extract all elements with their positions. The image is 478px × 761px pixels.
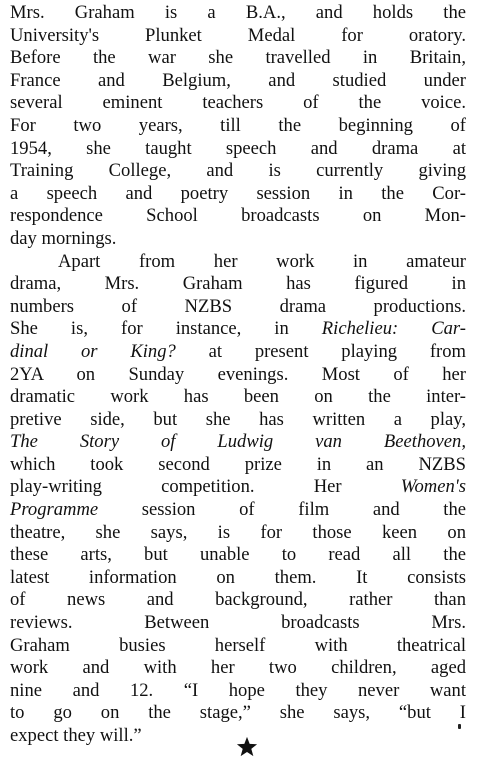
text-line: Graham busies herself with theatrical	[10, 634, 466, 656]
italic-title-run: Richelieu: Car-	[321, 318, 466, 340]
text-run: at present playing from	[175, 340, 467, 362]
paragraph-1	[10, 2, 466, 251]
text-line: dramatic work has been on the inter-	[10, 386, 466, 408]
text-line	[10, 499, 466, 522]
text-line: several eminent teachers of the voice.	[10, 92, 466, 114]
star-icon	[236, 736, 260, 760]
text-line	[10, 318, 466, 341]
text-line: work and with her two children, aged	[10, 657, 466, 679]
italic-title-run: Programme	[10, 499, 99, 521]
text-line: For two years, till the beginning of	[10, 114, 466, 136]
text-line: 2YA on Sunday evenings. Most of her	[10, 363, 466, 385]
text-line: Before the war she travelled in Britain,	[10, 47, 466, 69]
italic-title-run: dinal or King?	[10, 340, 176, 362]
text-run: play-writing competition. Her	[10, 476, 401, 498]
italic-title-run: The Story of Ludwig van Beethoven,	[10, 431, 466, 453]
italic-title-run: Women's	[400, 476, 466, 498]
text-line: day mornings.	[10, 227, 117, 249]
text-line: reviews. Between broadcasts Mrs.	[10, 612, 466, 634]
text-line: these arts, but unable to read all the	[10, 544, 466, 566]
text-line: Apart from her work in amateur	[58, 250, 466, 272]
text-line: of news and background, rather than	[10, 589, 466, 611]
text-line: Training College, and is currently giving	[10, 160, 466, 182]
text-line: University's Plunket Medal for oratory.	[10, 24, 466, 46]
text-line: drama, Mrs. Graham has figured in	[10, 273, 466, 295]
text-line: which took second prize in an NZBS	[10, 453, 466, 475]
text-line	[10, 431, 466, 454]
article-text	[10, 2, 466, 748]
paragraph-2	[10, 251, 466, 748]
text-line: respondence School broadcasts on Mon-	[10, 205, 466, 227]
text-line: nine and 12. “I hope they never want	[10, 679, 466, 701]
text-line: expect they will.”	[10, 725, 142, 746]
print-speck	[458, 724, 461, 729]
text-line: 1954, she taught speech and drama at	[10, 137, 466, 159]
text-line: France and Belgium, and studied under	[10, 69, 466, 91]
text-line: to go on the stage,” she says, “but I	[10, 702, 466, 724]
text-run: She is, for instance, in	[10, 318, 322, 340]
text-line	[10, 476, 466, 499]
text-line: latest information on them. It consists	[10, 566, 466, 588]
text-line	[10, 341, 466, 364]
text-line: pretive side, but she has written a play,	[10, 408, 466, 430]
text-line: theatre, she says, is for those keen on	[10, 521, 466, 543]
text-run: session of film and the	[98, 499, 466, 521]
text-line: a speech and poetry session in the Cor-	[10, 182, 466, 204]
text-line: Mrs. Graham is a B.A., and holds the	[10, 2, 466, 23]
text-line: numbers of NZBS drama productions.	[10, 295, 466, 317]
